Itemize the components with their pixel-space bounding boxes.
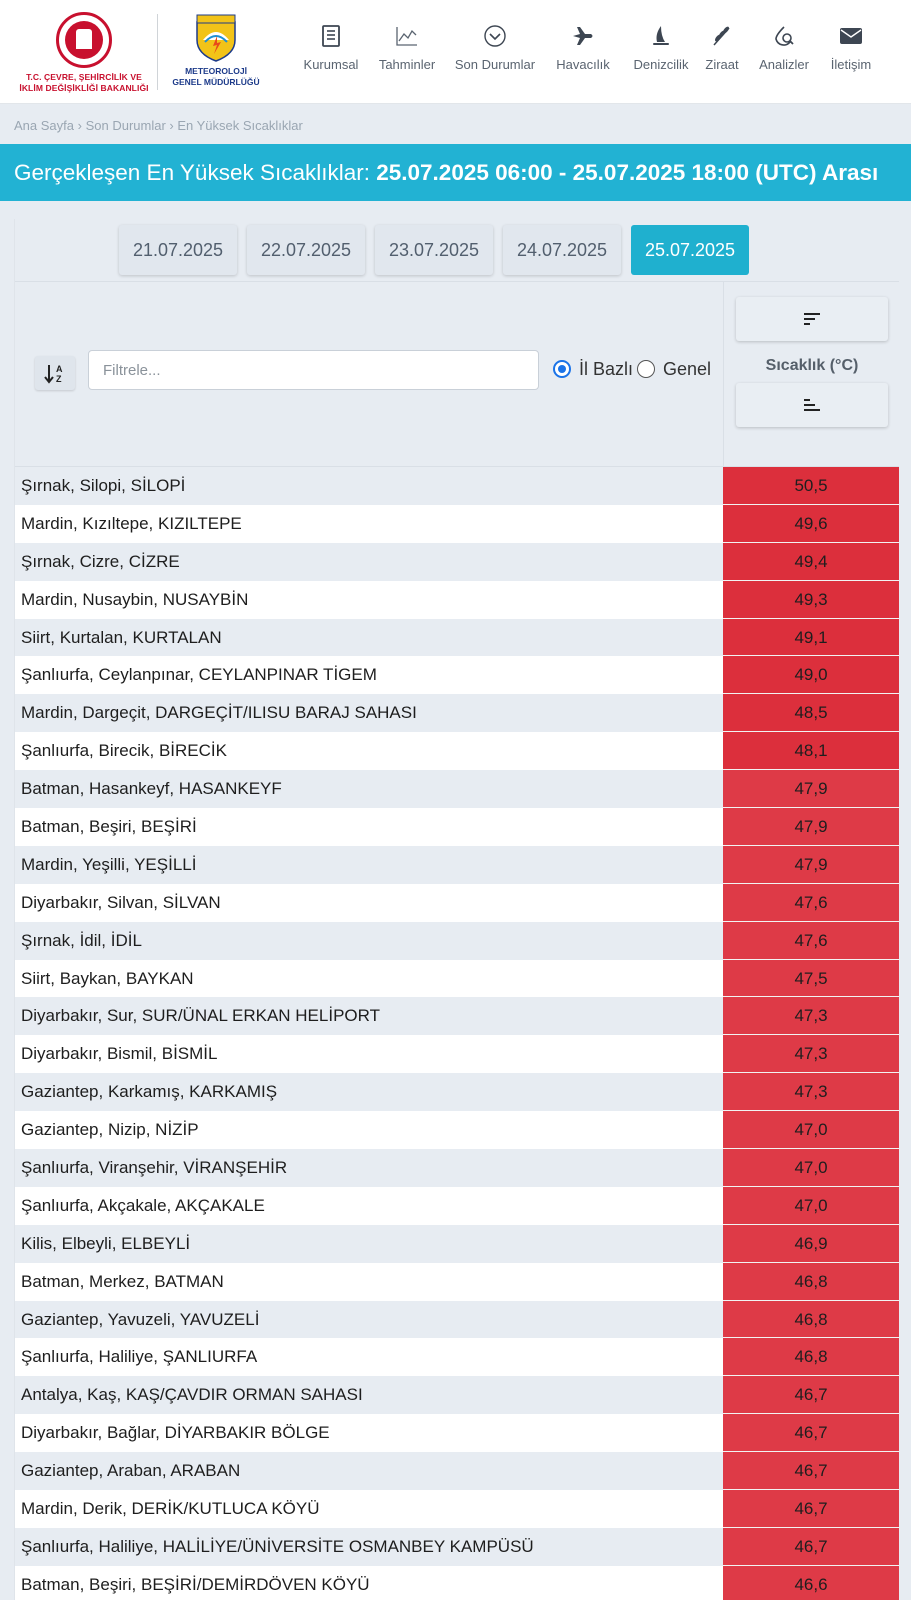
breadcrumb-home[interactable]: Ana Sayfa [14, 118, 74, 133]
station-name: Mardin, Kızıltepe, KIZILTEPE [15, 505, 723, 543]
table-row[interactable] [15, 1149, 899, 1187]
temperature-value: 47,3 [723, 1073, 899, 1111]
temperature-value: 47,9 [723, 770, 899, 808]
sort-descending-button[interactable] [736, 297, 888, 341]
mgm-logo[interactable] [166, 14, 266, 94]
date-button-24-07[interactable]: 24.07.2025 [503, 225, 621, 275]
table-row[interactable] [15, 505, 899, 543]
temperature-panel [14, 219, 898, 1600]
sort-ascending-icon [802, 397, 822, 413]
date-button-23-07[interactable]: 23.07.2025 [375, 225, 493, 275]
date-button-22-07[interactable]: 22.07.2025 [247, 225, 365, 275]
sort-az-icon [35, 356, 75, 390]
table-row[interactable] [15, 997, 899, 1035]
sort-descending-icon [802, 311, 822, 327]
temperature-value: 46,7 [723, 1452, 899, 1490]
temperature-value: 49,1 [723, 619, 899, 657]
top-header [0, 0, 911, 104]
station-name: Mardin, Dargeçit, DARGEÇİT/ILISU BARAJ SAHASI [15, 694, 723, 732]
table-row[interactable] [15, 1566, 899, 1600]
station-name: Şırnak, Cizre, CİZRE [15, 543, 723, 581]
temperature-value: 46,7 [723, 1528, 899, 1566]
temperature-value: 46,8 [723, 1338, 899, 1376]
breadcrumb-separator: › [77, 118, 86, 133]
nav-kurumsal[interactable] [296, 22, 366, 82]
station-name: Şanlıurfa, Birecik, BİRECİK [15, 732, 723, 770]
filter-input[interactable] [88, 350, 539, 390]
sort-alphabetical-button[interactable] [35, 356, 75, 390]
envelope-icon [824, 22, 878, 50]
date-button-21-07[interactable]: 21.07.2025 [119, 225, 237, 275]
table-row[interactable] [15, 808, 899, 846]
date-selector [15, 219, 899, 282]
nav-kurumsal-label: Kurumsal [303, 57, 359, 72]
nav-havacilik-label: Havacılık [556, 57, 610, 72]
nav-denizcilik-label: Denizcilik [633, 57, 689, 72]
station-name: Mardin, Yeşilli, YEŞİLLİ [15, 846, 723, 884]
temperature-value: 47,3 [723, 1035, 899, 1073]
temperature-value: 47,0 [723, 1187, 899, 1225]
ministry-seal-icon [56, 12, 112, 68]
ministry-logo-line2: İKLİM DEĞİŞİKLİĞİ BAKANLIĞI [19, 83, 149, 93]
temperature-column-title: Sıcaklık (°C) [765, 357, 859, 374]
table-row[interactable] [15, 1338, 899, 1376]
station-name: Batman, Merkez, BATMAN [15, 1263, 723, 1301]
table-row[interactable] [15, 467, 899, 505]
svg-text:A: A [56, 364, 63, 374]
logo-divider [157, 14, 158, 90]
nav-tahminler[interactable] [372, 22, 442, 82]
table-row[interactable] [15, 1301, 899, 1339]
table-row[interactable] [15, 1187, 899, 1225]
table-row[interactable] [15, 1414, 899, 1452]
table-controls [15, 282, 899, 467]
table-row[interactable] [15, 694, 899, 732]
station-name: Şanlıurfa, Haliliye, ŞANLIURFA [15, 1338, 723, 1376]
page-title-range: 25.07.2025 06:00 - 25.07.2025 18:00 (UTC) Arası [376, 160, 879, 185]
table-row[interactable] [15, 1528, 899, 1566]
temperature-value: 46,9 [723, 1225, 899, 1263]
temperature-value: 47,6 [723, 884, 899, 922]
station-name: Gaziantep, Nizip, NİZİP [15, 1111, 723, 1149]
radio-genel-label: Genel [663, 358, 712, 379]
station-name: Şırnak, Silopi, SİLOPİ [15, 467, 723, 505]
breadcrumb [14, 118, 303, 133]
table-row[interactable] [15, 922, 899, 960]
station-name: Batman, Hasankeyf, HASANKEYF [15, 770, 723, 808]
radio-il-bazli-circle[interactable] [553, 360, 571, 378]
table-row[interactable] [15, 1073, 899, 1111]
nav-ziraat[interactable] [700, 22, 744, 82]
svg-text:Z: Z [56, 374, 62, 384]
temperature-value: 49,6 [723, 505, 899, 543]
breadcrumb-separator: › [169, 118, 178, 133]
station-name: Antalya, Kaş, KAŞ/ÇAVDIR ORMAN SAHASI [15, 1376, 723, 1414]
temperature-value: 48,1 [723, 732, 899, 770]
station-name: Şanlıurfa, Viranşehir, VİRANŞEHİR [15, 1149, 723, 1187]
temperature-value: 49,4 [723, 543, 899, 581]
station-name: Siirt, Kurtalan, KURTALAN [15, 619, 723, 657]
station-name: Gaziantep, Karkamış, KARKAMIŞ [15, 1073, 723, 1111]
table-row[interactable] [15, 581, 899, 619]
table-row[interactable] [15, 1035, 899, 1073]
table-row[interactable] [15, 1452, 899, 1490]
mgm-logo-line1: METEOROLOJİ [185, 66, 247, 76]
temperature-value: 46,8 [723, 1301, 899, 1339]
table-row[interactable] [15, 732, 899, 770]
station-name: Mardin, Nusaybin, NUSAYBİN [15, 581, 723, 619]
station-name: Şanlıurfa, Akçakale, AKÇAKALE [15, 1187, 723, 1225]
chevron-circle-icon [452, 22, 538, 50]
nav-denizcilik[interactable] [630, 22, 692, 82]
mgm-shield-icon [195, 14, 237, 62]
nav-tahminler-label: Tahminler [378, 57, 436, 72]
station-name: Gaziantep, Yavuzeli, YAVUZELİ [15, 1301, 723, 1339]
nav-iletisim-label: İletişim [830, 57, 872, 72]
table-row[interactable] [15, 656, 899, 694]
temperature-value: 46,6 [723, 1566, 899, 1600]
table-row[interactable] [15, 960, 899, 998]
temperature-value: 48,5 [723, 694, 899, 732]
page-title-prefix: Gerçekleşen En Yüksek Sıcaklıklar: [14, 160, 377, 185]
temperature-value: 50,5 [723, 467, 899, 505]
station-name: Diyarbakır, Bismil, BİSMİL [15, 1035, 723, 1073]
table-row[interactable] [15, 1225, 899, 1263]
station-name: Siirt, Baykan, BAYKAN [15, 960, 723, 998]
nav-havacilik[interactable] [552, 22, 614, 82]
radio-genel[interactable] [637, 356, 711, 382]
nav-iletisim[interactable] [824, 22, 878, 82]
chart-line-icon [372, 22, 442, 50]
temperature-value: 47,9 [723, 808, 899, 846]
nav-ziraat-label: Ziraat [705, 57, 739, 72]
mgm-logo-line2: GENEL MÜDÜRLÜĞÜ [172, 77, 260, 87]
station-name: Batman, Beşiri, BEŞİRİ [15, 808, 723, 846]
station-name: Kilis, Elbeyli, ELBEYLİ [15, 1225, 723, 1263]
table-row[interactable] [15, 543, 899, 581]
station-name: Şanlıurfa, Haliliye, HALİLİYE/ÜNİVERSİTE OSMANBEY KAMPÜSÜ [15, 1528, 723, 1566]
table-row[interactable] [15, 1490, 899, 1528]
radio-il-bazli-label: İl Bazlı [579, 358, 634, 379]
temperature-value: 46,8 [723, 1263, 899, 1301]
sail-icon [630, 22, 692, 50]
temperature-value: 46,7 [723, 1376, 899, 1414]
table-row[interactable] [15, 619, 899, 657]
nav-analizler-label: Analizler [759, 57, 809, 72]
station-name: Mardin, Derik, DERİK/KUTLUCA KÖYÜ [15, 1490, 723, 1528]
temperature-value: 47,0 [723, 1149, 899, 1187]
ministry-logo[interactable] [14, 10, 154, 98]
building-document-icon [296, 22, 366, 50]
table-row[interactable] [15, 846, 899, 884]
temperature-value: 46,7 [723, 1490, 899, 1528]
sort-ascending-button[interactable] [736, 383, 888, 427]
temperature-value: 46,7 [723, 1414, 899, 1452]
station-name: Diyarbakır, Silvan, SİLVAN [15, 884, 723, 922]
temperature-value: 47,3 [723, 997, 899, 1035]
radio-genel-circle[interactable] [637, 360, 655, 378]
temperature-value: 47,9 [723, 846, 899, 884]
table-row[interactable] [15, 1376, 899, 1414]
date-button-25-07-active[interactable]: 25.07.2025 [631, 225, 749, 275]
table-row[interactable] [15, 770, 899, 808]
wheat-icon [700, 22, 744, 50]
page-title-banner [0, 144, 911, 201]
nav-son-durumlar[interactable] [452, 22, 538, 82]
temperature-value: 49,3 [723, 581, 899, 619]
breadcrumb-son-durumlar[interactable]: Son Durumlar [85, 118, 166, 133]
station-name: Batman, Beşiri, BEŞİRİ/DEMİRDÖVEN KÖYÜ [15, 1566, 723, 1600]
temperature-value: 47,6 [723, 922, 899, 960]
station-name: Gaziantep, Araban, ARABAN [15, 1452, 723, 1490]
station-name: Diyarbakır, Sur, SUR/ÜNAL ERKAN HELİPORT [15, 997, 723, 1035]
station-name: Şırnak, İdil, İDİL [15, 922, 723, 960]
temperature-value: 49,0 [723, 656, 899, 694]
breadcrumb-current: En Yüksek Sıcaklıklar [177, 118, 303, 133]
station-name: Şanlıurfa, Ceylanpınar, CEYLANPINAR TİGEM [15, 656, 723, 694]
table-row[interactable] [15, 1111, 899, 1149]
table-row[interactable] [15, 1263, 899, 1301]
airplane-icon [552, 22, 614, 50]
analysis-icon [754, 22, 814, 50]
temperature-value: 47,0 [723, 1111, 899, 1149]
station-name: Diyarbakır, Bağlar, DİYARBAKIR BÖLGE [15, 1414, 723, 1452]
ministry-logo-line1: T.C. ÇEVRE, ŞEHİRCİLİK VE [26, 72, 142, 82]
nav-analizler[interactable] [754, 22, 814, 82]
main-nav [296, 22, 896, 82]
radio-il-bazli[interactable] [553, 356, 633, 382]
table-row[interactable] [15, 884, 899, 922]
nav-son-durumlar-label: Son Durumlar [454, 57, 536, 72]
temperature-value: 47,5 [723, 960, 899, 998]
temperature-table [15, 467, 899, 1600]
temperature-column-header [723, 282, 899, 467]
